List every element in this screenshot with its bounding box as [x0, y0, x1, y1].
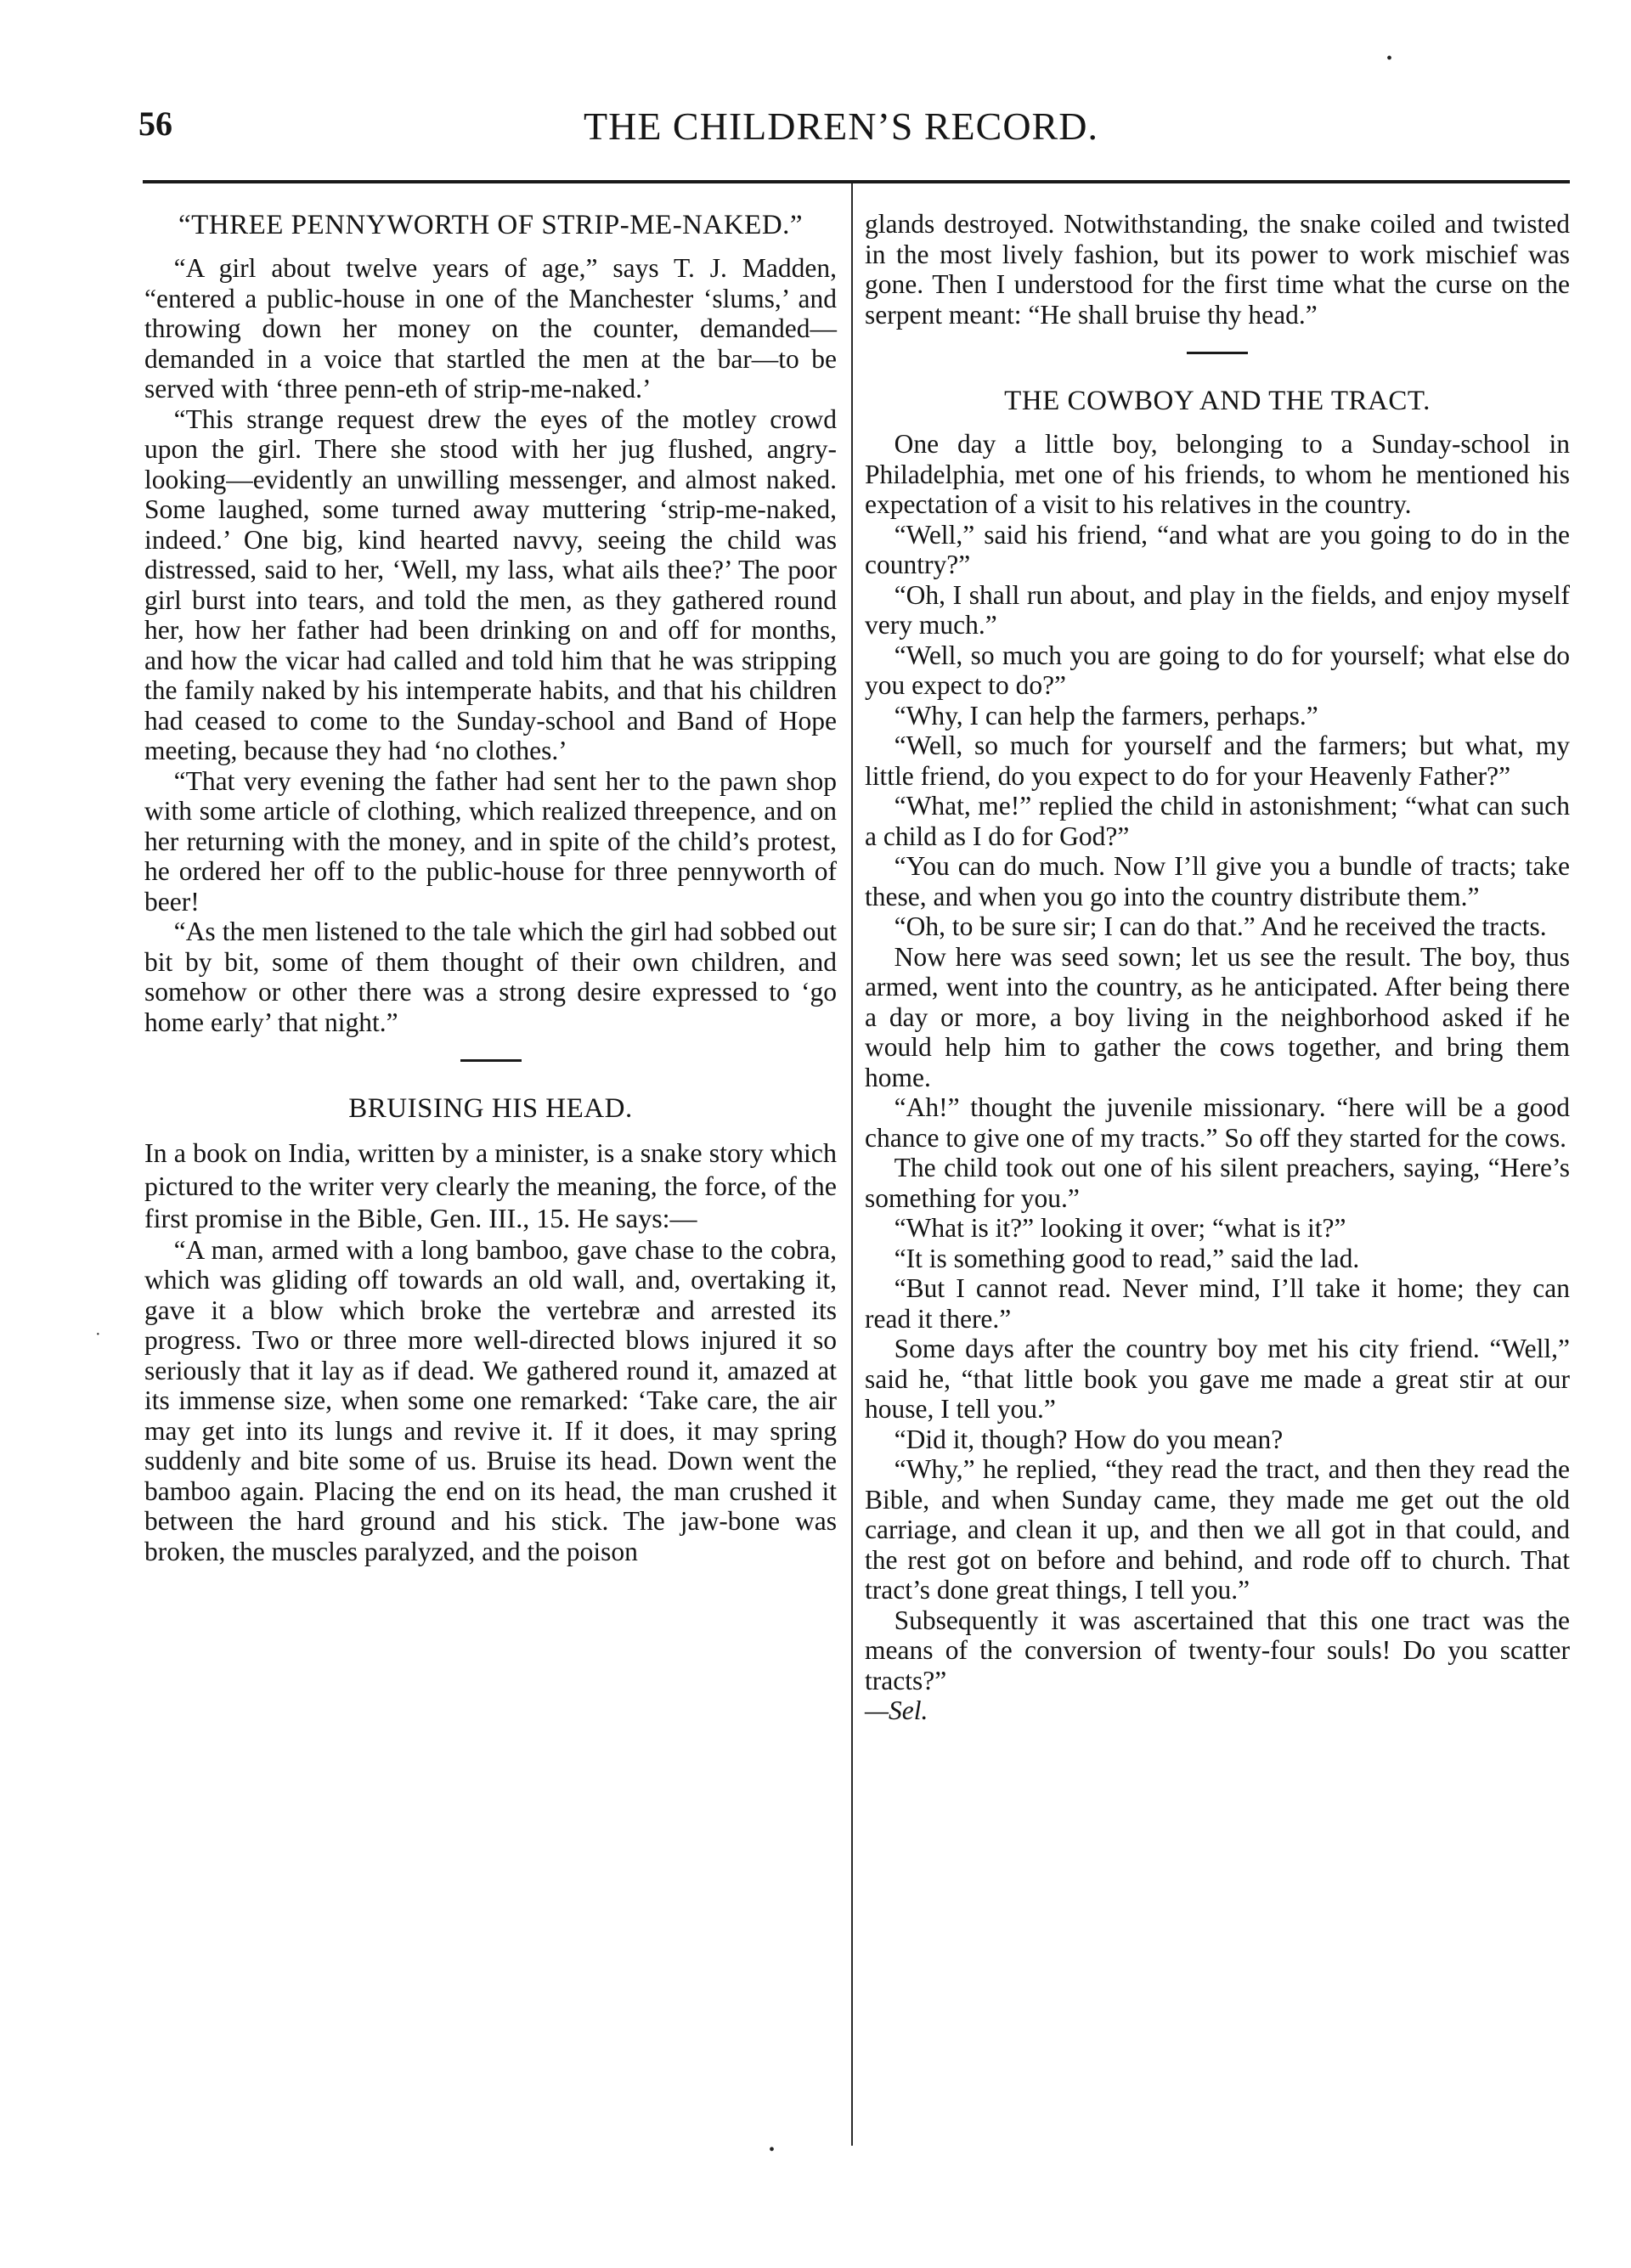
- article-separator: [1187, 352, 1248, 354]
- article-separator: [460, 1059, 522, 1062]
- article-paragraph: “What, me!” replied the child in astonishment; “what can such a child as I do for God?”: [865, 791, 1570, 851]
- page-number: 56: [138, 104, 172, 143]
- article-paragraph: “A man, armed with a long bamboo, gave chase to the cobra, which was gliding off towards an old wall, and, overtaking it, gave it a blow which broke the vertebræ and arrested its progress. Two or three more well-directed blows injured it so seriously that it lay as if dead. We gathered round it, amazed at its immense size, when some one remarked: ‘Take care, the air may get into its lungs and revive it. If it does, it may spring suddenly and bite some of us. Bruise its head. Down went the bamboo again. Placing the end on its head, the man crushed it between the hard ground and his stick. The jaw-bone was broken, the muscles paralyzed, and the poison: [144, 1234, 837, 1566]
- article-paragraph: “A girl about twelve years of age,” says T. J. Madden, “entered a public-house in one of the Manchester ‘slums,’ and throwing down her money on the counter, demanded—demanded in a voice that startled the men at the bar—to be served with ‘three penn-eth of strip-me-naked.’: [144, 253, 837, 403]
- article-paragraph: “As the men listened to the tale which the girl had sobbed out bit by bit, some of them thought of their own children, and somehow or other there was a strong desire expressed to ‘go home early’ that night.”: [144, 917, 837, 1037]
- article-paragraph: One day a little boy, belonging to a Sunday-school in Philadelphia, met one of his friends, to whom he mentioned his expectation of a visit to his relatives in the country.: [865, 429, 1570, 519]
- article-paragraph: “Well, so much you are going to do for yourself; what else do you expect to do?”: [865, 640, 1570, 700]
- article-paragraph: “Oh, I shall run about, and play in the fields, and enjoy myself very much.”: [865, 579, 1570, 640]
- article-signoff: —Sel.: [865, 1695, 928, 1725]
- article-paragraph: “Ah!” thought the juvenile missionary. “here will be a good chance to give one of my tracts.” So off they started for the cows.: [865, 1092, 1570, 1153]
- article-title-bruising: BRUISING HIS HEAD.: [348, 1093, 633, 1124]
- article-paragraph: “But I cannot read. Never mind, I’ll take it home; they can read it there.”: [865, 1273, 1570, 1334]
- article-paragraph: “Why, I can help the farmers, perhaps.”: [894, 700, 1318, 731]
- article-paragraph: “Well, so much for yourself and the farmers; but what, my little friend, do you expect to do for your Heavenly Father?”: [865, 731, 1570, 791]
- left-column: [144, 209, 837, 1566]
- article-paragraph: “What is it?” looking it over; “what is it?”: [894, 1213, 1346, 1243]
- article-paragraph: “This strange request drew the eyes of the motley crowd upon the girl. There she stood with her jug flushed, angry-looking—evidently an unwilling messenger, and almost naked. Some laughed, some turned away muttering ‘strip-me-naked, indeed.’ One big, kind hearted navvy, seeing the child was distressed, said to her, ‘Well, my lass, what ails thee?’ The poor girl burst into tears, and told the men, as they gathered round her, how her father had been drinking on and off for months, and how the vicar had called and told him that he was stripping the family naked by his intemperate habits, and that his children had ceased to come to the Sunday-school and Band of Hope meeting, because they had ‘no clothes.’: [144, 403, 837, 765]
- article-paragraph: Some days after the country boy met his city friend. “Well,” said he, “that little book you gave me made a great stir at our house, I tell you.”: [865, 1334, 1570, 1424]
- article-title-cowboy: THE COWBOY AND THE TRACT.: [1004, 386, 1431, 416]
- article-paragraph: “You can do much. Now I’ll give you a bundle of tracts; take these, and when you go into the country distribute them.”: [865, 851, 1570, 911]
- article-title-three-pennyworth: “THREE PENNYWORTH OF STRIP-ME-NAKED.”: [178, 210, 804, 240]
- article-paragraph-continued: glands destroyed. Notwithstanding, the snake coiled and twisted in the most lively fashion, but its power to work mischief was gone. Then I understood for the first time what the curse on the serpent meant: “He shall bruise thy head.”: [865, 209, 1570, 330]
- article-paragraph: The child took out one of his silent preachers, saying, “Here’s something for you.”: [865, 1153, 1570, 1213]
- article-paragraph: “Well,” said his friend, “and what are you going to do in the country?”: [865, 519, 1570, 579]
- article-paragraph: Now here was seed sown; let us see the result. The boy, thus armed, went into the country, as he anticipated. After being there a day or more, a boy living in the neighborhood asked if he would help him to gather the cows together, and bring them home.: [865, 941, 1570, 1092]
- article-paragraph: “That very evening the father had sent her to the pawn shop with some article of clothing, which realized threepence, and on her returning with the money, and in spite of the child’s protest, he ordered her off to the public-house for three pennyworth of beer!: [144, 765, 837, 917]
- article-paragraph: “Why,” he replied, “they read the tract, and then they read the Bible, and when Sunday came, they made me get out the old carriage, and clean it up, and then we all got in that could, and the rest got on before and behind, and rode off to church. That tract’s done great things, I tell you.”: [865, 1454, 1570, 1605]
- speck-mark: •: [1386, 49, 1393, 68]
- speck-mark: •: [769, 2141, 776, 2159]
- article-paragraph: “Oh, to be sure sir; I can do that.” And he received the tracts.: [894, 911, 1547, 941]
- article-paragraph: “It is something good to read,” said the lad.: [894, 1243, 1360, 1273]
- right-column: [865, 209, 1570, 1726]
- header-rule: [143, 180, 1570, 183]
- article-paragraph: In a book on India, written by a minister, is a snake story which pictured to the writer very clearly the meaning, the force, of the first promise in the Bible, Gen. III., 15. He says:—: [144, 1137, 837, 1233]
- article-paragraph: “Did it, though? How do you mean?: [894, 1424, 1284, 1454]
- running-head-title: THE CHILDREN’S RECORD.: [584, 104, 1098, 148]
- bruising-body: [144, 1137, 837, 1566]
- article-paragraph: Subsequently it was ascertained that this one tract was the means of the conversion of twenty-four souls! Do you scatter tracts?”: [865, 1605, 1570, 1695]
- column-divider: [851, 183, 853, 2146]
- speck-mark: ·: [95, 1325, 101, 1344]
